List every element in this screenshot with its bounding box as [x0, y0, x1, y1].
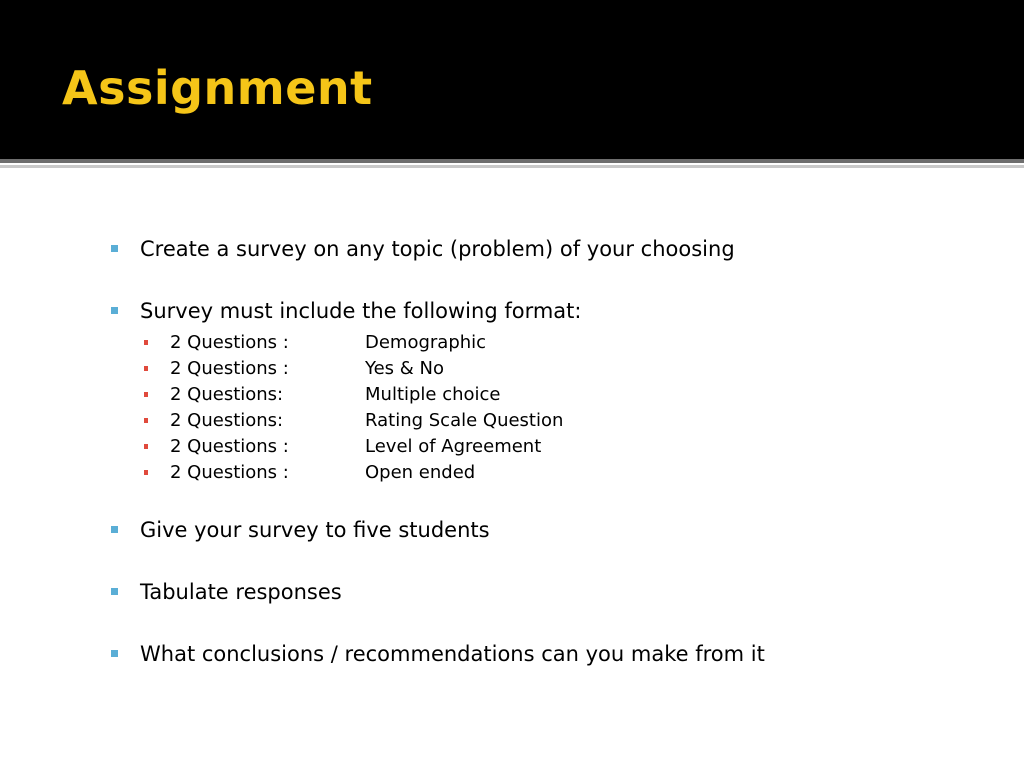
bullet-item [110, 293, 990, 329]
square-bullet-icon [111, 588, 118, 595]
square-bullet-icon [111, 650, 118, 657]
title-band [0, 0, 1024, 159]
question-count: 2 Questions : [170, 462, 289, 483]
question-type: Open ended [365, 462, 476, 483]
question-count: 2 Questions: [170, 410, 284, 431]
square-sub-bullet-icon [144, 340, 148, 345]
square-sub-bullet-icon [144, 470, 148, 475]
question-type: Multiple choice [365, 384, 501, 405]
sub-bullet-item [110, 408, 990, 434]
question-count: 2 Questions: [170, 384, 284, 405]
square-bullet-icon [111, 245, 118, 252]
question-count: 2 Questions : [170, 358, 289, 379]
sub-bullet-item [110, 382, 990, 408]
bullet-text: Survey must include the following format: [140, 299, 582, 323]
square-bullet-icon [111, 307, 118, 314]
bullet-item [110, 231, 990, 267]
square-sub-bullet-icon [144, 366, 148, 371]
bullet-item [110, 636, 990, 672]
question-count: 2 Questions : [170, 436, 289, 457]
title-divider-dark [0, 159, 1024, 163]
question-type: Yes & No [365, 358, 445, 379]
bullet-text: Create a survey on any topic (problem) of your choosing [140, 237, 735, 261]
title-divider-light [0, 165, 1024, 168]
question-type: Level of Agreement [365, 436, 542, 457]
sub-bullet-item [110, 330, 990, 356]
bullet-text: What conclusions / recommendations can you make from it [140, 642, 765, 666]
sub-bullet-item [110, 434, 990, 460]
format-sublist [110, 330, 990, 486]
bullet-list [110, 231, 990, 672]
square-sub-bullet-icon [144, 392, 148, 397]
question-type: Demographic [365, 332, 487, 353]
bullet-text: Tabulate responses [140, 580, 342, 604]
square-sub-bullet-icon [144, 418, 148, 423]
square-bullet-icon [111, 526, 118, 533]
bullet-item [110, 574, 990, 610]
question-count: 2 Questions : [170, 332, 289, 353]
slide-title: Assignment [62, 61, 373, 115]
question-type: Rating Scale Question [365, 410, 564, 431]
sub-bullet-item [110, 460, 990, 486]
square-sub-bullet-icon [144, 444, 148, 449]
sub-bullet-item [110, 356, 990, 382]
bullet-item [110, 512, 990, 548]
bullet-text: Give your survey to five students [140, 518, 490, 542]
